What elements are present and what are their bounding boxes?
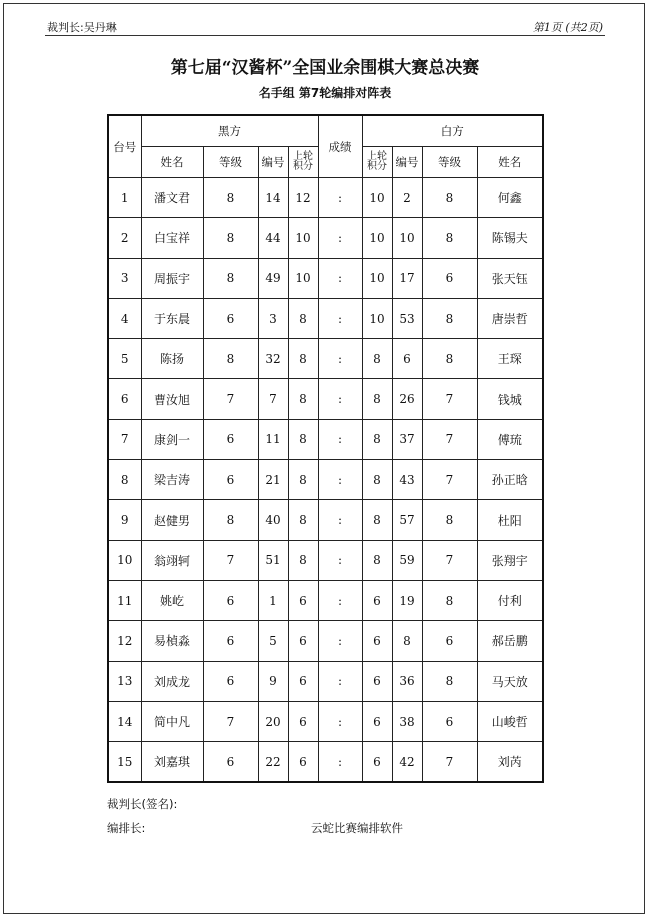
header-white-name: 姓名 xyxy=(477,147,543,178)
cell-white-num: 6 xyxy=(392,339,422,379)
cell-no: 8 xyxy=(108,460,141,500)
cell-black-num: 11 xyxy=(258,419,288,459)
cell-result: : xyxy=(318,621,362,661)
cell-white-grade: 8 xyxy=(422,339,477,379)
cell-white-num: 17 xyxy=(392,258,422,298)
cell-result: : xyxy=(318,379,362,419)
cell-white-grade: 8 xyxy=(422,178,477,218)
cell-white-score: 10 xyxy=(362,298,392,338)
cell-white-name: 刘芮 xyxy=(477,742,543,783)
table-row xyxy=(108,580,543,620)
table-row xyxy=(108,621,543,661)
header-white-grade: 等级 xyxy=(422,147,477,178)
cell-white-num: 19 xyxy=(392,580,422,620)
cell-white-score: 8 xyxy=(362,379,392,419)
cell-black-name: 陈扬 xyxy=(141,339,203,379)
cell-black-name: 翁翊轲 xyxy=(141,540,203,580)
cell-black-score: 8 xyxy=(288,379,318,419)
table-row xyxy=(108,540,543,580)
cell-no: 1 xyxy=(108,178,141,218)
cell-black-grade: 6 xyxy=(203,298,258,338)
cell-result: : xyxy=(318,661,362,701)
cell-white-score: 8 xyxy=(362,540,392,580)
cell-white-grade: 8 xyxy=(422,298,477,338)
cell-black-score: 10 xyxy=(288,218,318,258)
header-referee: 裁判长:吴丹琳 xyxy=(47,21,117,34)
cell-white-score: 8 xyxy=(362,500,392,540)
cell-white-name: 张天钰 xyxy=(477,258,543,298)
cell-black-name: 简中凡 xyxy=(141,701,203,741)
cell-white-name: 马天放 xyxy=(477,661,543,701)
cell-black-grade: 8 xyxy=(203,178,258,218)
cell-black-grade: 8 xyxy=(203,339,258,379)
cell-white-name: 王琛 xyxy=(477,339,543,379)
cell-black-name: 于东晨 xyxy=(141,298,203,338)
cell-black-grade: 6 xyxy=(203,419,258,459)
cell-result: : xyxy=(318,218,362,258)
cell-result: : xyxy=(318,419,362,459)
cell-white-score: 6 xyxy=(362,661,392,701)
cell-result: : xyxy=(318,178,362,218)
cell-white-grade: 8 xyxy=(422,500,477,540)
cell-black-score: 6 xyxy=(288,580,318,620)
cell-white-name: 唐崇哲 xyxy=(477,298,543,338)
cell-black-name: 姚屹 xyxy=(141,580,203,620)
cell-black-score: 6 xyxy=(288,621,318,661)
cell-white-score: 10 xyxy=(362,218,392,258)
cell-black-name: 潘文君 xyxy=(141,178,203,218)
cell-white-num: 57 xyxy=(392,500,422,540)
cell-no: 11 xyxy=(108,580,141,620)
cell-black-name: 梁吉涛 xyxy=(141,460,203,500)
cell-black-num: 44 xyxy=(258,218,288,258)
cell-white-num: 10 xyxy=(392,218,422,258)
pairing-table xyxy=(107,114,544,783)
header-divider xyxy=(45,35,605,36)
cell-black-grade: 8 xyxy=(203,218,258,258)
cell-black-score: 12 xyxy=(288,178,318,218)
cell-black-score: 8 xyxy=(288,298,318,338)
cell-black-name: 刘嘉琪 xyxy=(141,742,203,783)
header-page-number: 第1页 (共2页) xyxy=(532,21,603,34)
header-result: 成绩 xyxy=(318,115,362,178)
cell-result: : xyxy=(318,460,362,500)
cell-white-grade: 7 xyxy=(422,742,477,783)
table-row xyxy=(108,298,543,338)
cell-no: 14 xyxy=(108,701,141,741)
cell-black-score: 8 xyxy=(288,540,318,580)
cell-white-name: 钱城 xyxy=(477,379,543,419)
cell-white-score: 8 xyxy=(362,460,392,500)
cell-no: 9 xyxy=(108,500,141,540)
cell-white-num: 42 xyxy=(392,742,422,783)
cell-white-name: 何鑫 xyxy=(477,178,543,218)
cell-no: 3 xyxy=(108,258,141,298)
cell-black-score: 8 xyxy=(288,460,318,500)
cell-white-name: 陈锡夫 xyxy=(477,218,543,258)
cell-result: : xyxy=(318,540,362,580)
table-row xyxy=(108,742,543,783)
cell-white-num: 37 xyxy=(392,419,422,459)
cell-black-num: 7 xyxy=(258,379,288,419)
cell-white-name: 付利 xyxy=(477,580,543,620)
cell-black-grade: 8 xyxy=(203,500,258,540)
cell-white-num: 26 xyxy=(392,379,422,419)
header-black-number: 编号 xyxy=(258,147,288,178)
cell-black-score: 6 xyxy=(288,701,318,741)
table-row xyxy=(108,258,543,298)
table-row xyxy=(108,701,543,741)
cell-black-grade: 7 xyxy=(203,701,258,741)
cell-white-num: 2 xyxy=(392,178,422,218)
cell-white-num: 36 xyxy=(392,661,422,701)
cell-white-num: 59 xyxy=(392,540,422,580)
cell-white-score: 8 xyxy=(362,339,392,379)
cell-result: : xyxy=(318,580,362,620)
cell-no: 12 xyxy=(108,621,141,661)
cell-white-grade: 6 xyxy=(422,258,477,298)
cell-white-grade: 7 xyxy=(422,379,477,419)
header-black-prev-score: 上轮积分 xyxy=(288,147,318,178)
table-row xyxy=(108,460,543,500)
cell-black-num: 20 xyxy=(258,701,288,741)
cell-no: 7 xyxy=(108,419,141,459)
cell-black-name: 刘成龙 xyxy=(141,661,203,701)
cell-black-score: 8 xyxy=(288,339,318,379)
cell-no: 13 xyxy=(108,661,141,701)
cell-white-grade: 8 xyxy=(422,218,477,258)
cell-black-name: 白宝祥 xyxy=(141,218,203,258)
cell-result: : xyxy=(318,500,362,540)
header-white-prev-score: 上轮积分 xyxy=(362,147,392,178)
cell-white-num: 43 xyxy=(392,460,422,500)
cell-black-score: 6 xyxy=(288,661,318,701)
cell-white-grade: 6 xyxy=(422,621,477,661)
cell-white-score: 10 xyxy=(362,178,392,218)
header-white: 白方 xyxy=(362,115,543,147)
cell-black-num: 9 xyxy=(258,661,288,701)
cell-result: : xyxy=(318,298,362,338)
header-black-grade: 等级 xyxy=(203,147,258,178)
cell-black-num: 3 xyxy=(258,298,288,338)
cell-white-grade: 7 xyxy=(422,540,477,580)
cell-black-name: 赵健男 xyxy=(141,500,203,540)
cell-black-name: 康剑一 xyxy=(141,419,203,459)
cell-white-grade: 7 xyxy=(422,419,477,459)
cell-black-name: 周振宇 xyxy=(141,258,203,298)
cell-result: : xyxy=(318,258,362,298)
cell-white-grade: 6 xyxy=(422,701,477,741)
cell-white-name: 傅琉 xyxy=(477,419,543,459)
cell-black-grade: 6 xyxy=(203,661,258,701)
cell-white-grade: 8 xyxy=(422,580,477,620)
cell-black-name: 易楨淼 xyxy=(141,621,203,661)
cell-white-score: 10 xyxy=(362,258,392,298)
cell-black-num: 1 xyxy=(258,580,288,620)
cell-white-name: 孙正晗 xyxy=(477,460,543,500)
cell-white-score: 6 xyxy=(362,580,392,620)
cell-result: : xyxy=(318,339,362,379)
cell-no: 10 xyxy=(108,540,141,580)
header-white-number: 编号 xyxy=(392,147,422,178)
cell-black-score: 10 xyxy=(288,258,318,298)
table-row xyxy=(108,339,543,379)
header-table-no: 台号 xyxy=(108,115,141,178)
cell-no: 15 xyxy=(108,742,141,783)
cell-black-num: 32 xyxy=(258,339,288,379)
cell-black-num: 22 xyxy=(258,742,288,783)
cell-result: : xyxy=(318,742,362,783)
cell-white-score: 6 xyxy=(362,621,392,661)
cell-white-name: 郝岳鹏 xyxy=(477,621,543,661)
cell-black-grade: 6 xyxy=(203,460,258,500)
cell-white-grade: 7 xyxy=(422,460,477,500)
cell-black-grade: 7 xyxy=(203,540,258,580)
document-subtitle: 名手组 第7轮编排对阵表 xyxy=(258,86,392,100)
cell-black-name: 曹汝旭 xyxy=(141,379,203,419)
footer-scheduler: 编排长: xyxy=(107,821,146,835)
cell-black-num: 49 xyxy=(258,258,288,298)
table-row xyxy=(108,500,543,540)
cell-white-num: 38 xyxy=(392,701,422,741)
table-row xyxy=(108,178,543,218)
cell-white-name: 杜阳 xyxy=(477,500,543,540)
cell-white-num: 53 xyxy=(392,298,422,338)
cell-no: 5 xyxy=(108,339,141,379)
cell-white-name: 张翔宇 xyxy=(477,540,543,580)
cell-black-num: 5 xyxy=(258,621,288,661)
table-header-row-1 xyxy=(108,115,543,147)
cell-white-name: 山峻哲 xyxy=(477,701,543,741)
cell-no: 6 xyxy=(108,379,141,419)
cell-black-grade: 6 xyxy=(203,580,258,620)
cell-no: 4 xyxy=(108,298,141,338)
table-row xyxy=(108,419,543,459)
cell-black-score: 6 xyxy=(288,742,318,783)
cell-black-grade: 7 xyxy=(203,379,258,419)
header-black-name: 姓名 xyxy=(141,147,203,178)
footer-software: 云蛇比赛编排软件 xyxy=(311,821,403,835)
cell-black-num: 40 xyxy=(258,500,288,540)
cell-no: 2 xyxy=(108,218,141,258)
cell-white-num: 8 xyxy=(392,621,422,661)
table-row xyxy=(108,379,543,419)
cell-black-grade: 6 xyxy=(203,742,258,783)
cell-white-score: 6 xyxy=(362,701,392,741)
cell-black-grade: 8 xyxy=(203,258,258,298)
cell-black-score: 8 xyxy=(288,500,318,540)
table-row xyxy=(108,661,543,701)
cell-white-grade: 8 xyxy=(422,661,477,701)
header-black: 黑方 xyxy=(141,115,318,147)
cell-black-num: 14 xyxy=(258,178,288,218)
cell-result: : xyxy=(318,701,362,741)
cell-black-num: 21 xyxy=(258,460,288,500)
cell-black-num: 51 xyxy=(258,540,288,580)
table-row xyxy=(108,218,543,258)
footer-referee-signature: 裁判长(签名): xyxy=(107,797,178,811)
cell-white-score: 6 xyxy=(362,742,392,783)
cell-black-score: 8 xyxy=(288,419,318,459)
document-title: 第七届“汉酱杯”全国业余围棋大赛总决赛 xyxy=(170,58,480,78)
cell-white-score: 8 xyxy=(362,419,392,459)
cell-black-grade: 6 xyxy=(203,621,258,661)
